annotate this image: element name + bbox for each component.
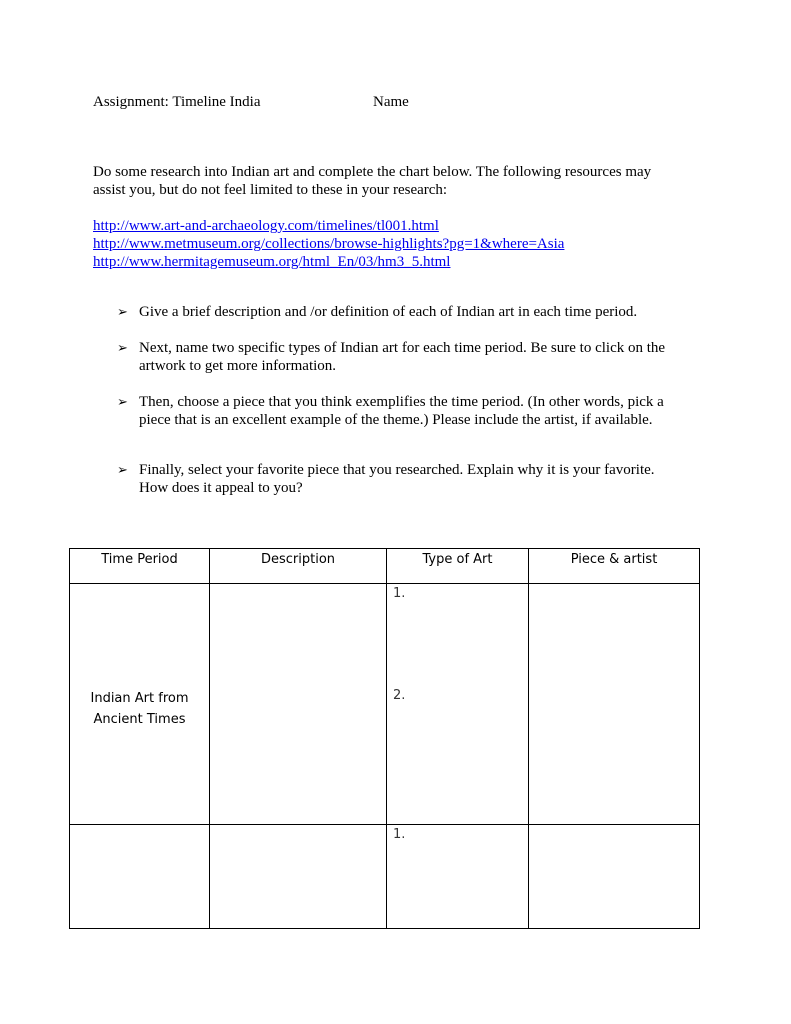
type-number-1: 1. xyxy=(393,827,406,842)
name-label: Name xyxy=(373,94,409,110)
time-period-cell[interactable] xyxy=(70,584,210,825)
period-line-1: Indian Art from xyxy=(90,691,189,706)
arrow-bullet-icon: ➢ xyxy=(117,304,128,319)
type-number-2: 2. xyxy=(393,688,406,703)
table-header-row xyxy=(70,549,700,584)
assignment-title: Assignment: Timeline India xyxy=(93,94,261,110)
time-period-cell[interactable] xyxy=(70,825,210,929)
instruction-3-line-1: Then, choose a piece that you think exemplifies the time period. (In other words, pick a xyxy=(139,394,664,410)
header-piece-artist: Piece & artist xyxy=(529,549,700,584)
period-line-2: Ancient Times xyxy=(93,712,186,727)
time-period-label xyxy=(70,688,209,730)
piece-artist-cell[interactable] xyxy=(529,584,700,825)
arrow-bullet-icon: ➢ xyxy=(117,462,128,477)
instruction-2-line-2: artwork to get more information. xyxy=(139,358,337,374)
description-cell[interactable] xyxy=(210,825,387,929)
link-art-and-archaeology[interactable]: http://www.art-and-archaeology.com/timelines/tl001.html xyxy=(93,218,439,234)
table-row xyxy=(70,825,700,929)
intro-line-1: Do some research into Indian art and complete the chart below. The following resources may xyxy=(93,164,652,180)
header-time-period: Time Period xyxy=(70,549,210,584)
type-of-art-cell[interactable] xyxy=(387,825,529,929)
instruction-4-line-2: How does it appeal to you? xyxy=(139,480,303,496)
timeline-chart xyxy=(69,548,700,929)
instruction-4-line-1: Finally, select your favorite piece that you researched. Explain why it is your favorite. xyxy=(139,462,655,478)
link-hermitagemuseum[interactable]: http://www.hermitagemuseum.org/html_En/03/hm3_5.html xyxy=(93,254,451,270)
instruction-3-line-2: piece that is an excellent example of the theme.) Please include the artist, if available. xyxy=(139,412,653,428)
type-number-1: 1. xyxy=(393,586,406,601)
piece-artist-cell[interactable] xyxy=(529,825,700,929)
instruction-2-line-1: Next, name two specific types of Indian art for each time period. Be sure to click on the xyxy=(139,340,666,356)
link-metmuseum[interactable]: http://www.metmuseum.org/collections/browse-highlights?pg=1&where=Asia xyxy=(93,236,565,252)
type-of-art-cell[interactable] xyxy=(387,584,529,825)
arrow-bullet-icon: ➢ xyxy=(117,394,128,409)
description-cell[interactable] xyxy=(210,584,387,825)
arrow-bullet-icon: ➢ xyxy=(117,340,128,355)
header-type-of-art: Type of Art xyxy=(387,549,529,584)
instruction-1-line-1: Give a brief description and /or definition of each of Indian art in each time period. xyxy=(139,304,638,320)
table-row xyxy=(70,584,700,825)
intro-line-2: assist you, but do not feel limited to these in your research: xyxy=(93,182,448,198)
header-description: Description xyxy=(210,549,387,584)
